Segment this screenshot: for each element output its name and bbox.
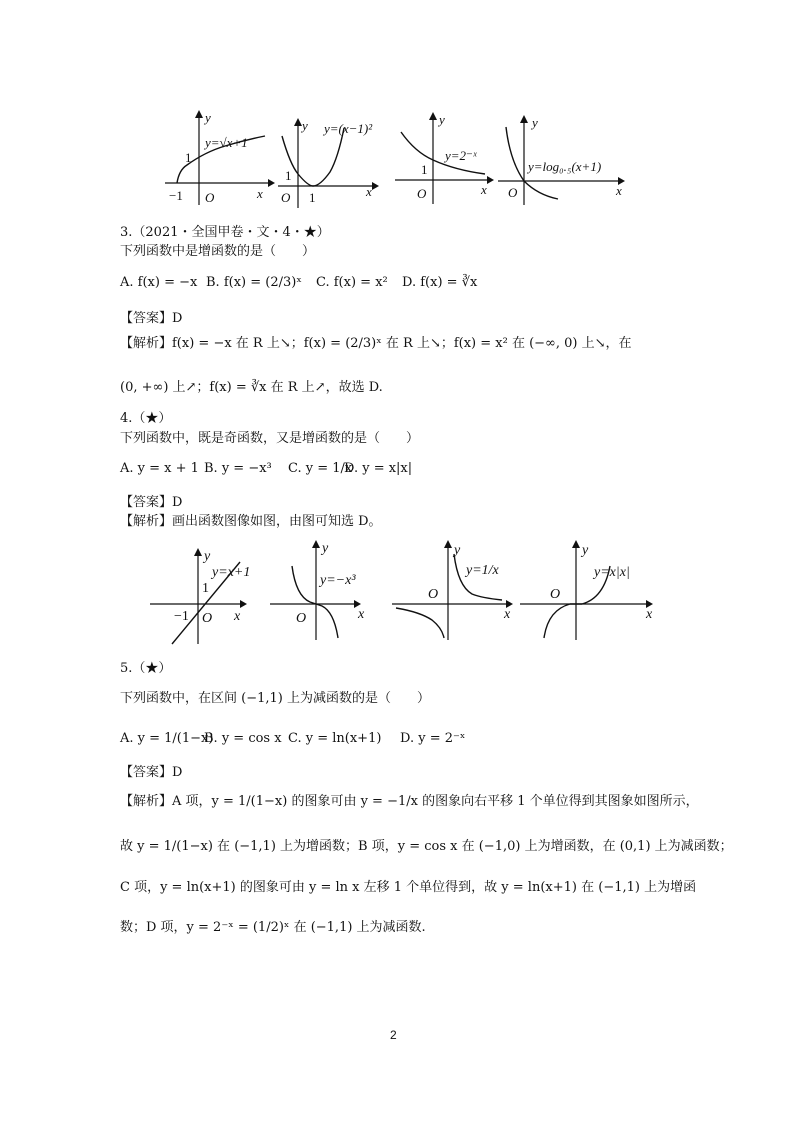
graph-label: y=−x³	[320, 573, 356, 588]
graph-label: y=log₀.₅(x+1)	[528, 159, 602, 174]
svg-text:x: x	[504, 607, 511, 622]
svg-text:O: O	[550, 587, 561, 602]
svg-text:−1: −1	[169, 188, 183, 203]
q4-option-b: B. y = −x³	[204, 461, 272, 476]
q5-answer: 【答案】D	[120, 765, 183, 780]
q3-analysis-line2: (0, +∞) 上↗；f(x) = ∛x 在 R 上↗，故选 D.	[120, 380, 383, 395]
svg-text:1: 1	[202, 581, 209, 596]
q5-header: 5.（★）	[120, 661, 172, 676]
svg-text:y: y	[439, 112, 445, 127]
graph-sqrt	[165, 110, 275, 205]
svg-text:1: 1	[285, 168, 292, 183]
graph-label: y=√x+1	[205, 135, 248, 150]
svg-text:O: O	[428, 587, 439, 602]
q4-answer: 【答案】D	[120, 495, 183, 510]
q4-option-c: C. y = 1/x	[288, 461, 353, 476]
q4-header: 4.（★）	[120, 411, 172, 426]
q4-option-d: D. y = x|x|	[344, 461, 413, 476]
svg-text:x: x	[257, 186, 263, 201]
svg-text:x: x	[481, 182, 487, 197]
graph-linear	[150, 548, 265, 644]
svg-text:O: O	[508, 185, 518, 200]
graph-label: y=2⁻ˣ	[445, 148, 477, 163]
graph-square	[278, 118, 378, 208]
graph-reciprocal	[392, 540, 517, 640]
svg-text:1: 1	[421, 162, 428, 177]
q3-option-d: D. f(x) = ∛x	[402, 275, 478, 290]
svg-text:x: x	[646, 607, 653, 622]
q5-option-c: C. y = ln(x+1)	[288, 731, 382, 746]
svg-text:y: y	[582, 543, 589, 558]
q4-stem: 下列函数中，既是奇函数，又是增函数的是（ ）	[120, 431, 420, 446]
graph-label: y=x+1	[212, 565, 251, 580]
graph-xabsx	[520, 540, 670, 640]
svg-text:x: x	[366, 184, 372, 199]
q5-analysis-line1: 【解析】A 项，y = 1/(1−x) 的图象可由 y = −1/x 的图象向右平移 1 个单位得到其图象如图所示，	[120, 794, 699, 809]
q4-analysis: 【解析】画出函数图像如图，由图可知选 D。	[120, 514, 382, 529]
svg-text:x: x	[616, 183, 622, 198]
svg-text:x: x	[234, 609, 241, 624]
svg-text:y: y	[454, 543, 461, 558]
q3-option-a: A. f(x) = −x	[120, 275, 198, 290]
svg-text:O: O	[417, 186, 427, 201]
q4-option-a: A. y = x + 1	[120, 461, 199, 476]
q5-option-b: B. y = cos x	[204, 731, 282, 746]
q5-analysis-line2: 故 y = 1/(1−x) 在 (−1,1) 上为增函数；B 项，y = cos x 在 (−1,0) 上为增函数，在 (0,1) 上为减函数；	[120, 839, 733, 854]
svg-text:O: O	[281, 190, 291, 205]
graph-label: y=1/x	[466, 563, 499, 578]
q5-stem: 下列函数中，在区间 (−1,1) 上为减函数的是（ ）	[120, 691, 430, 706]
page-number: 2	[390, 1028, 397, 1042]
graph-label: y=x|x|	[594, 565, 630, 580]
svg-text:O: O	[296, 611, 307, 626]
q3-stem: 下列函数中是增函数的是（ ）	[120, 244, 316, 259]
svg-text:y: y	[322, 541, 329, 556]
q5-option-d: D. y = 2⁻ˣ	[400, 731, 466, 746]
q3-analysis-line1: 【解析】f(x) = −x 在 R 上↘；f(x) = (2/3)ˣ 在 R 上↘；f(x) = x² 在 (−∞, 0) 上↘，在	[120, 336, 632, 351]
q5-analysis-line4: 数；D 项，y = 2⁻ˣ = (1/2)ˣ 在 (−1,1) 上为减函数.	[120, 920, 426, 935]
svg-text:y: y	[532, 115, 538, 130]
q5-option-a: A. y = 1/(1−x)	[120, 731, 214, 746]
svg-text:O: O	[202, 611, 213, 626]
q3-answer: 【答案】D	[120, 311, 183, 326]
graph-cubic	[270, 540, 370, 640]
svg-text:O: O	[205, 190, 215, 205]
q3-option-c: C. f(x) = x²	[316, 275, 388, 290]
q3-option-b: B. f(x) = (2/3)ˣ	[206, 275, 302, 290]
svg-text:y: y	[205, 110, 211, 125]
graph-exp	[395, 112, 495, 204]
svg-text:x: x	[358, 607, 365, 622]
svg-text:1: 1	[309, 190, 316, 205]
q5-analysis-line3: C 项，y = ln(x+1) 的图象可由 y = ln x 左移 1 个单位得到，故 y = ln(x+1) 在 (−1,1) 上为增函	[120, 880, 697, 895]
q3-header: 3.（2021・全国甲卷・文・4・★）	[120, 225, 330, 240]
svg-text:y: y	[302, 118, 308, 133]
graph-log	[498, 115, 626, 205]
svg-text:1: 1	[185, 150, 192, 165]
svg-text:y: y	[204, 549, 211, 564]
graph-label: y=(x−1)²	[324, 121, 373, 136]
svg-text:−1: −1	[174, 609, 189, 624]
